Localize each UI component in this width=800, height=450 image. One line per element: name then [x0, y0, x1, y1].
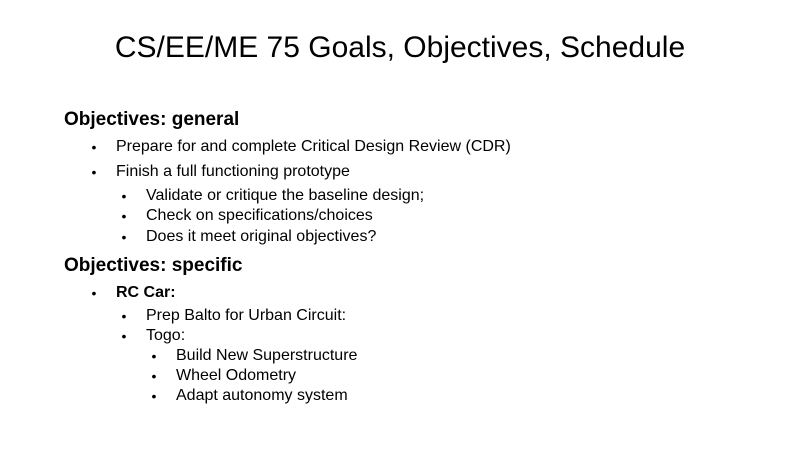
bullet-icon: •: [121, 229, 127, 245]
list-item: Does it meet original objectives?: [146, 228, 377, 245]
list-item: Prepare for and complete Critical Design Review (CDR): [116, 138, 511, 155]
section-heading-general: Objectives: general: [64, 109, 240, 130]
bullet-icon: •: [151, 368, 157, 384]
list-item: Finish a full functioning prototype: [116, 163, 350, 180]
bullet-icon: •: [151, 348, 157, 364]
bullet-icon: •: [91, 164, 97, 180]
bullet-icon: •: [121, 328, 127, 344]
bullet-icon: •: [121, 308, 127, 324]
list-item: Adapt autonomy system: [176, 387, 348, 404]
slide-title: CS/EE/ME 75 Goals, Objectives, Schedule: [114, 31, 686, 64]
list-item: RC Car:: [116, 284, 176, 301]
bullet-icon: •: [91, 139, 97, 155]
list-item: Togo:: [146, 327, 186, 344]
list-item: Check on specifications/choices: [146, 207, 373, 224]
bullet-icon: •: [121, 208, 127, 224]
list-item: Validate or critique the baseline design;: [146, 187, 425, 204]
bullet-icon: •: [121, 188, 127, 204]
list-item: Wheel Odometry: [176, 367, 297, 384]
bullet-icon: •: [151, 388, 157, 404]
list-item: Prep Balto for Urban Circuit:: [146, 307, 347, 324]
list-item: Build New Superstructure: [176, 347, 358, 364]
bullet-icon: •: [91, 285, 97, 301]
section-heading-specific: Objectives: specific: [64, 255, 243, 276]
